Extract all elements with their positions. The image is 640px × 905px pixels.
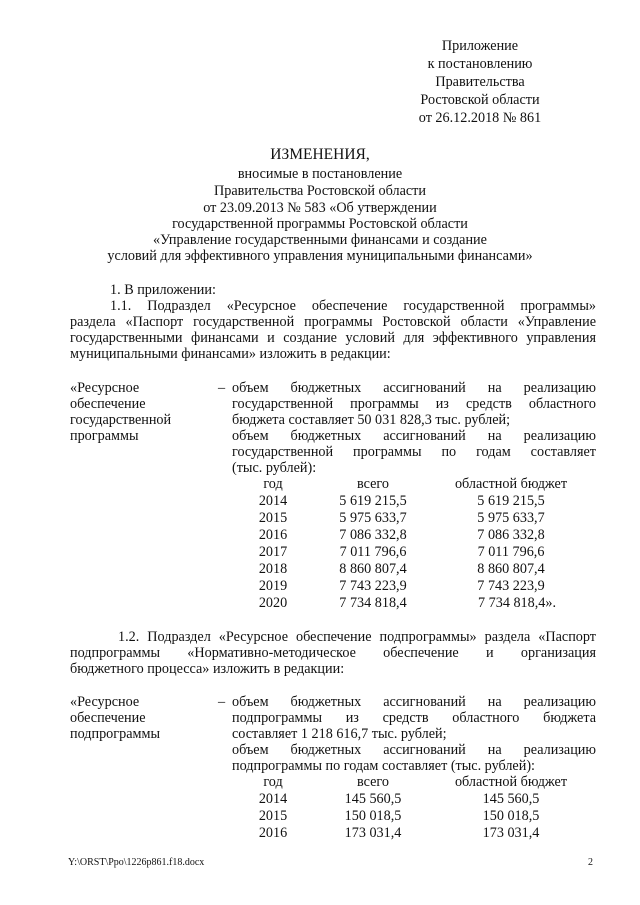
title-line: «Управление государственными финансами и создание <box>153 232 487 248</box>
table-cell-regional: 150 018,5 <box>482 808 540 824</box>
table-cell-total: 150 018,5 <box>344 808 402 824</box>
block1-label-line: государственной <box>70 412 172 428</box>
table-cell-total: 8 860 807,4 <box>339 561 407 577</box>
block1-text-line: (тыс. рублей): <box>232 460 317 476</box>
title-line: от 23.09.2013 № 583 «Об утверждении <box>203 200 437 216</box>
block1-text-line: государственной программы по годам составляет <box>232 444 596 460</box>
annex-line: от 26.12.2018 № 861 <box>418 110 542 126</box>
annex-line: Приложение <box>441 38 519 54</box>
paragraph-1-1-line: государственными финансами и создание условий для эффективного управления <box>70 330 596 346</box>
paragraph-1-1-line: муниципальными финансами» изложить в редакции: <box>70 346 391 362</box>
block1-text-line: бюджета составляет 50 031 828,3 тыс. рублей; <box>232 412 511 428</box>
annex-line: Правительства <box>435 74 525 90</box>
document-heading: ИЗМЕНЕНИЯ, <box>270 146 370 163</box>
table-cell-year: 2018 <box>258 561 288 577</box>
table-cell-total: 173 031,4 <box>344 825 402 841</box>
block2-text-line: подпрограммы из средств областного бюджета <box>232 710 596 726</box>
table-header-regional: областной бюджет <box>454 774 568 790</box>
paragraph-1-2-line: бюджетного процесса» изложить в редакции: <box>70 661 345 677</box>
block2-year-table <box>0 774 640 844</box>
table-cell-total: 7 011 796,6 <box>339 544 407 560</box>
block1-label-line: «Ресурсное <box>70 380 140 396</box>
block1-year-table <box>0 476 640 612</box>
paragraph-1-1-line: 1.1. Подраздел «Ресурсное обеспечение государственной программы» <box>110 298 596 314</box>
paragraph-1-1-line: раздела «Паспорт государственной программы Ростовской области «Управление <box>70 314 596 330</box>
paragraph-1: 1. В приложении: <box>110 282 216 298</box>
table-cell-year: 2015 <box>258 808 288 824</box>
block2-label-line: «Ресурсное <box>70 694 140 710</box>
block2-text-line: составляет 1 218 616,7 тыс. рублей; <box>232 726 447 742</box>
paragraph-1-2-line: подпрограммы «Нормативно-методическое обеспечение и организация <box>70 645 596 661</box>
title-line: государственной программы Ростовской области <box>172 216 468 232</box>
block1-dash: – <box>218 380 226 396</box>
title-line: условий для эффективного управления муниципальными финансами» <box>107 248 533 264</box>
annex-block <box>380 37 580 127</box>
block2-text-line: объем бюджетных ассигнований на реализацию <box>232 694 596 710</box>
table-cell-year: 2015 <box>258 510 288 526</box>
table-cell-regional: 173 031,4 <box>482 825 540 841</box>
title-line: Правительства Ростовской области <box>214 183 426 199</box>
annex-line: Ростовской области <box>420 92 540 108</box>
table-cell-total: 7 743 223,9 <box>339 578 407 594</box>
table-cell-total: 5 619 215,5 <box>339 493 407 509</box>
block2-text <box>232 694 596 774</box>
block1-label <box>70 380 210 444</box>
table-cell-regional: 5 975 633,7 <box>477 510 545 526</box>
table-header-regional: областной бюджет <box>454 476 568 492</box>
footer-file-path: Y:\ORST\Ppo\1226p861.f18.docx <box>68 857 205 868</box>
table-cell-year: 2019 <box>258 578 288 594</box>
table-cell-regional: 7 086 332,8 <box>477 527 545 543</box>
table-cell-regional: 5 619 215,5 <box>477 493 545 509</box>
block2-dash: – <box>218 694 226 710</box>
table-cell-regional: 7 734 818,4». <box>477 595 557 611</box>
table-header-year: год <box>263 774 283 790</box>
block2-text-line: подпрограммы по годам составляет (тыс. рублей): <box>232 758 535 774</box>
block2-label <box>70 694 210 742</box>
table-cell-year: 2020 <box>258 595 288 611</box>
block2-text-line: объем бюджетных ассигнований на реализацию <box>232 742 596 758</box>
table-cell-year: 2016 <box>258 527 288 543</box>
table-cell-year: 2014 <box>258 493 288 509</box>
page-number: 2 <box>588 857 593 868</box>
block1-label-line: обеспечение <box>70 396 146 412</box>
table-cell-regional: 145 560,5 <box>482 791 540 807</box>
table-cell-year: 2014 <box>258 791 288 807</box>
table-cell-regional: 8 860 807,4 <box>477 561 545 577</box>
paragraph-1-2-line: 1.2. Подраздел «Ресурсное обеспечение подпрограммы» раздела «Паспорт <box>118 629 596 645</box>
block1-text <box>232 380 596 476</box>
block1-text-line: государственной программы из средств областного <box>232 396 596 412</box>
block1-text-line: объем бюджетных ассигнований на реализацию <box>232 380 596 396</box>
table-cell-year: 2017 <box>258 544 288 560</box>
table-cell-total: 5 975 633,7 <box>339 510 407 526</box>
block1-label-line: программы <box>70 428 139 444</box>
block2-label-line: обеспечение <box>70 710 146 726</box>
table-cell-regional: 7 011 796,6 <box>477 544 545 560</box>
title-line: вносимые в постановление <box>237 166 403 182</box>
table-header-year: год <box>263 476 283 492</box>
table-header-total: всего <box>357 774 389 790</box>
table-cell-total: 145 560,5 <box>344 791 402 807</box>
annex-line: к постановлению <box>427 56 533 72</box>
block2-label-line: подпрограммы <box>70 726 160 742</box>
table-cell-regional: 7 743 223,9 <box>477 578 545 594</box>
table-cell-total: 7 734 818,4 <box>339 595 407 611</box>
table-cell-total: 7 086 332,8 <box>339 527 407 543</box>
table-header-total: всего <box>357 476 389 492</box>
block1-text-line: объем бюджетных ассигнований на реализацию <box>232 428 596 444</box>
table-cell-year: 2016 <box>258 825 288 841</box>
